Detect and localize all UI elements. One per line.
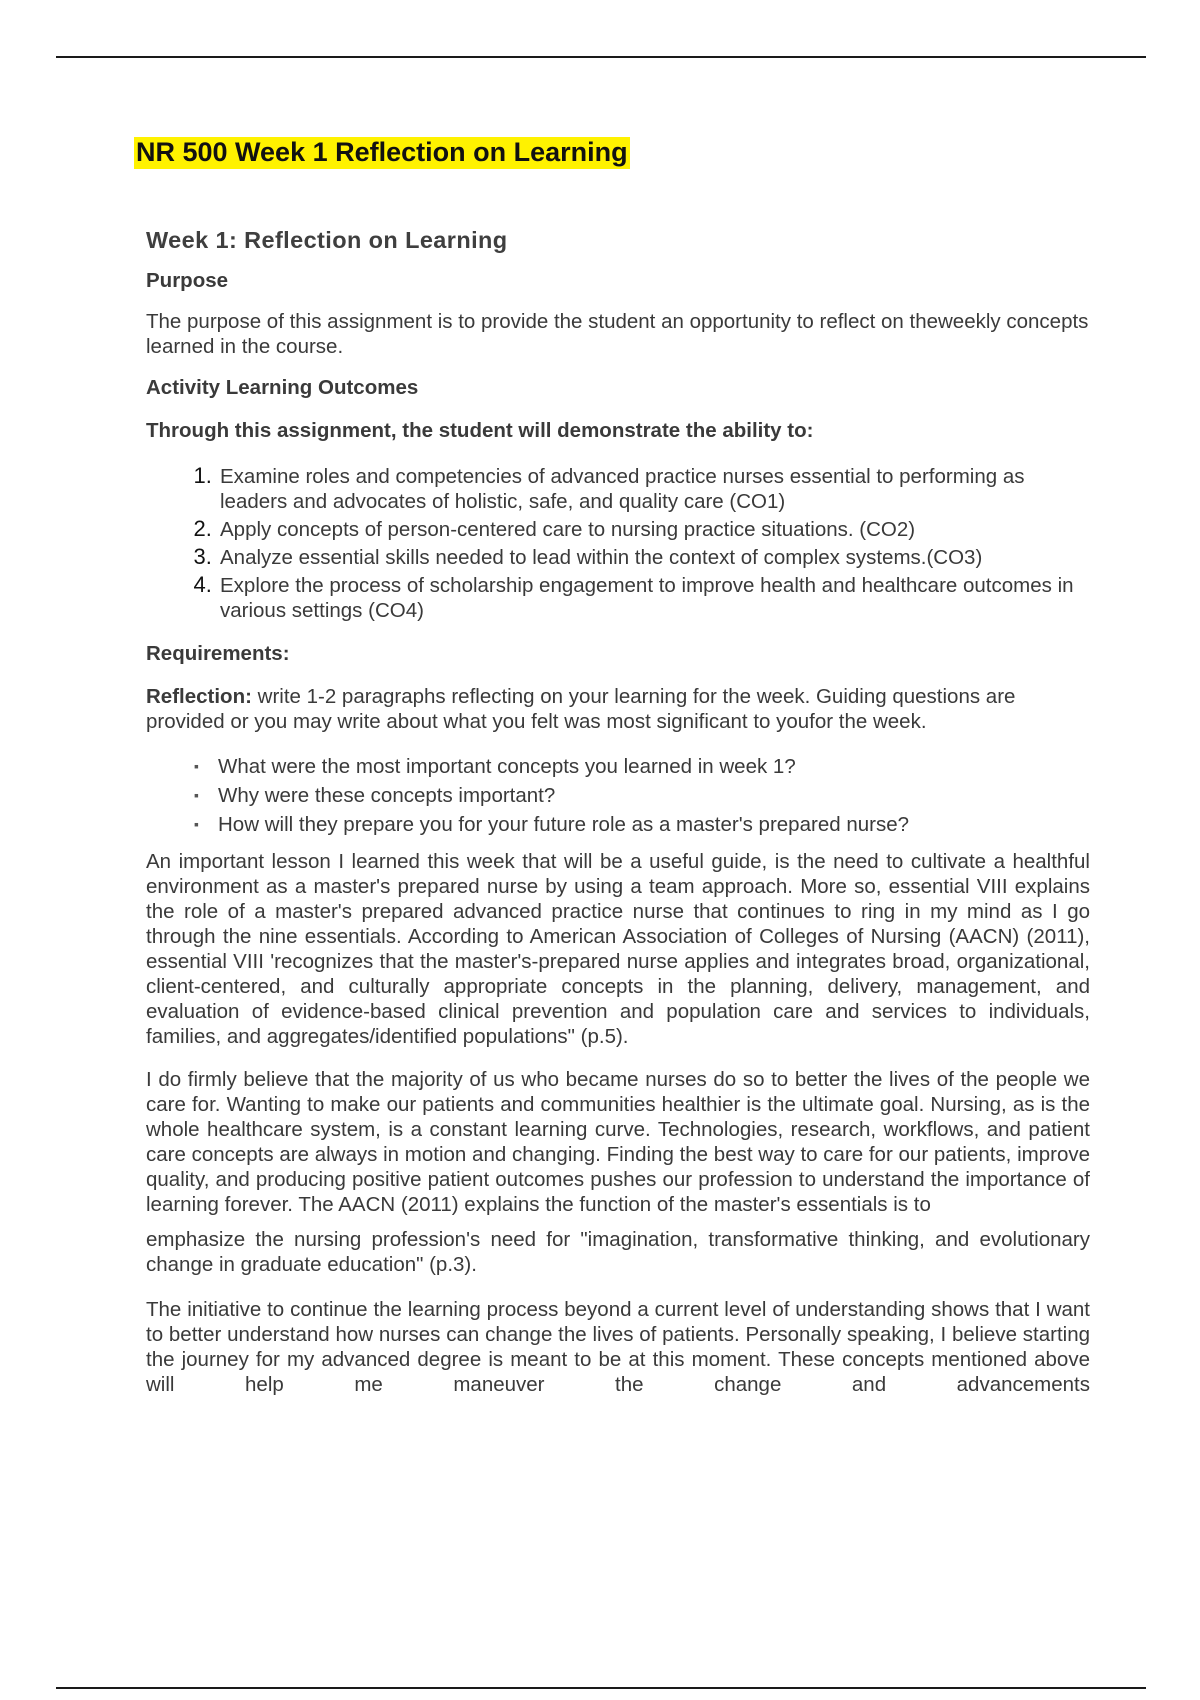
guiding-question	[194, 783, 1090, 808]
document-body	[146, 226, 1090, 1397]
outcome-item: 3. Analyze essential skills needed to lead within the context of complex systems.(CO3)	[218, 544, 1090, 570]
guiding-question-text: What were the most important concepts you learned in week 1?	[218, 755, 796, 778]
requirements-label: Requirements:	[146, 642, 290, 665]
guiding-questions-list	[146, 754, 1090, 837]
reflection-paragraph	[146, 684, 1090, 734]
document-title	[134, 136, 630, 168]
bullet-icon: ▪	[194, 787, 199, 803]
guiding-question	[194, 754, 1090, 779]
reflection-text: write 1-2 paragraphs reflecting on your learning for the week. Guiding questions are provided or you may write about what you felt was most significant to youfor the week.	[146, 685, 1016, 733]
guiding-question	[194, 812, 1090, 837]
outcome-item: 4. Explore the process of scholarship engagement to improve health and healthcare outcomes in various settings (CO4)	[218, 572, 1090, 623]
outcomes-list	[146, 463, 1090, 623]
outcomes-intro: Through this assignment, the student will demonstrate the ability to:	[146, 419, 814, 442]
outcome-item: 1. Examine roles and competencies of advanced practice nurses essential to performing as leaders and advocates of holistic, safe, and quality care (CO1)	[218, 463, 1090, 514]
reflection-body-paragraph: emphasize the nursing profession's need for "imagination, transformative thinking, and evolutionary change in graduate education" (p.3).	[146, 1228, 1090, 1276]
guiding-question-text: How will they prepare you for your future role as a master's prepared nurse?	[218, 813, 909, 836]
reflection-body-paragraph: The initiative to continue the learning process beyond a current level of understanding shows that I want to better understand how nurses can change the lives of patients. Personally speaking, I believe starting the journey for my advanced degree is meant to be at this moment. These concepts mentioned above will help me maneuver the change and advancements	[146, 1298, 1090, 1396]
week-heading: Week 1: Reflection on Learning	[146, 227, 508, 253]
reflection-label: Reflection:	[146, 685, 252, 708]
top-rule	[56, 56, 1146, 58]
reflection-body-paragraph: I do firmly believe that the majority of us who became nurses do so to better the lives of the people we care for. Wanting to make our patients and communities healthier is the ultimate goal. Nursing, as is the whole healthcare system, is a constant learning curve. Technologies, research, workflows, and patient care concepts are always in motion and changing. Finding the best way to care for our patients, improve quality, and producing positive patient outcomes pushes our profession to understand the importance of learning forever. The AACN (2011) explains the function of the master's essentials is to	[146, 1068, 1090, 1216]
reflection-body-paragraph: An important lesson I learned this week that will be a useful guide, is the need to cultivate a healthful environment as a master's prepared nurse by using a team approach. More so, essential VIII explains the role of a master's prepared advanced practice nurse that continues to ring in my mind as I go through the nine essentials. According to American Association of Colleges of Nursing (AACN) (2011), essential VIII 'recognizes that the master's-prepared nurse applies and integrates broad, organizational, client-centered, and culturally appropriate concepts in the planning, delivery, management, and evaluation of evidence-based clinical prevention and population care and services to individuals, families, and aggregates/identified populations" (p.5).	[146, 850, 1090, 1048]
guiding-question-text: Why were these concepts important?	[218, 784, 556, 807]
purpose-text: The purpose of this assignment is to provide the student an opportunity to reflect on theweekly concepts learned in the course.	[146, 310, 1089, 358]
bottom-rule	[56, 1687, 1146, 1689]
outcomes-label: Activity Learning Outcomes	[146, 376, 419, 399]
highlighted-title-text: NR 500 Week 1 Reflection on Learning	[136, 137, 628, 167]
bullet-icon: ▪	[194, 758, 199, 774]
bullet-icon: ▪	[194, 816, 199, 832]
purpose-label: Purpose	[146, 269, 229, 292]
outcome-item: 2. Apply concepts of person-centered care to nursing practice situations. (CO2)	[218, 516, 1090, 542]
